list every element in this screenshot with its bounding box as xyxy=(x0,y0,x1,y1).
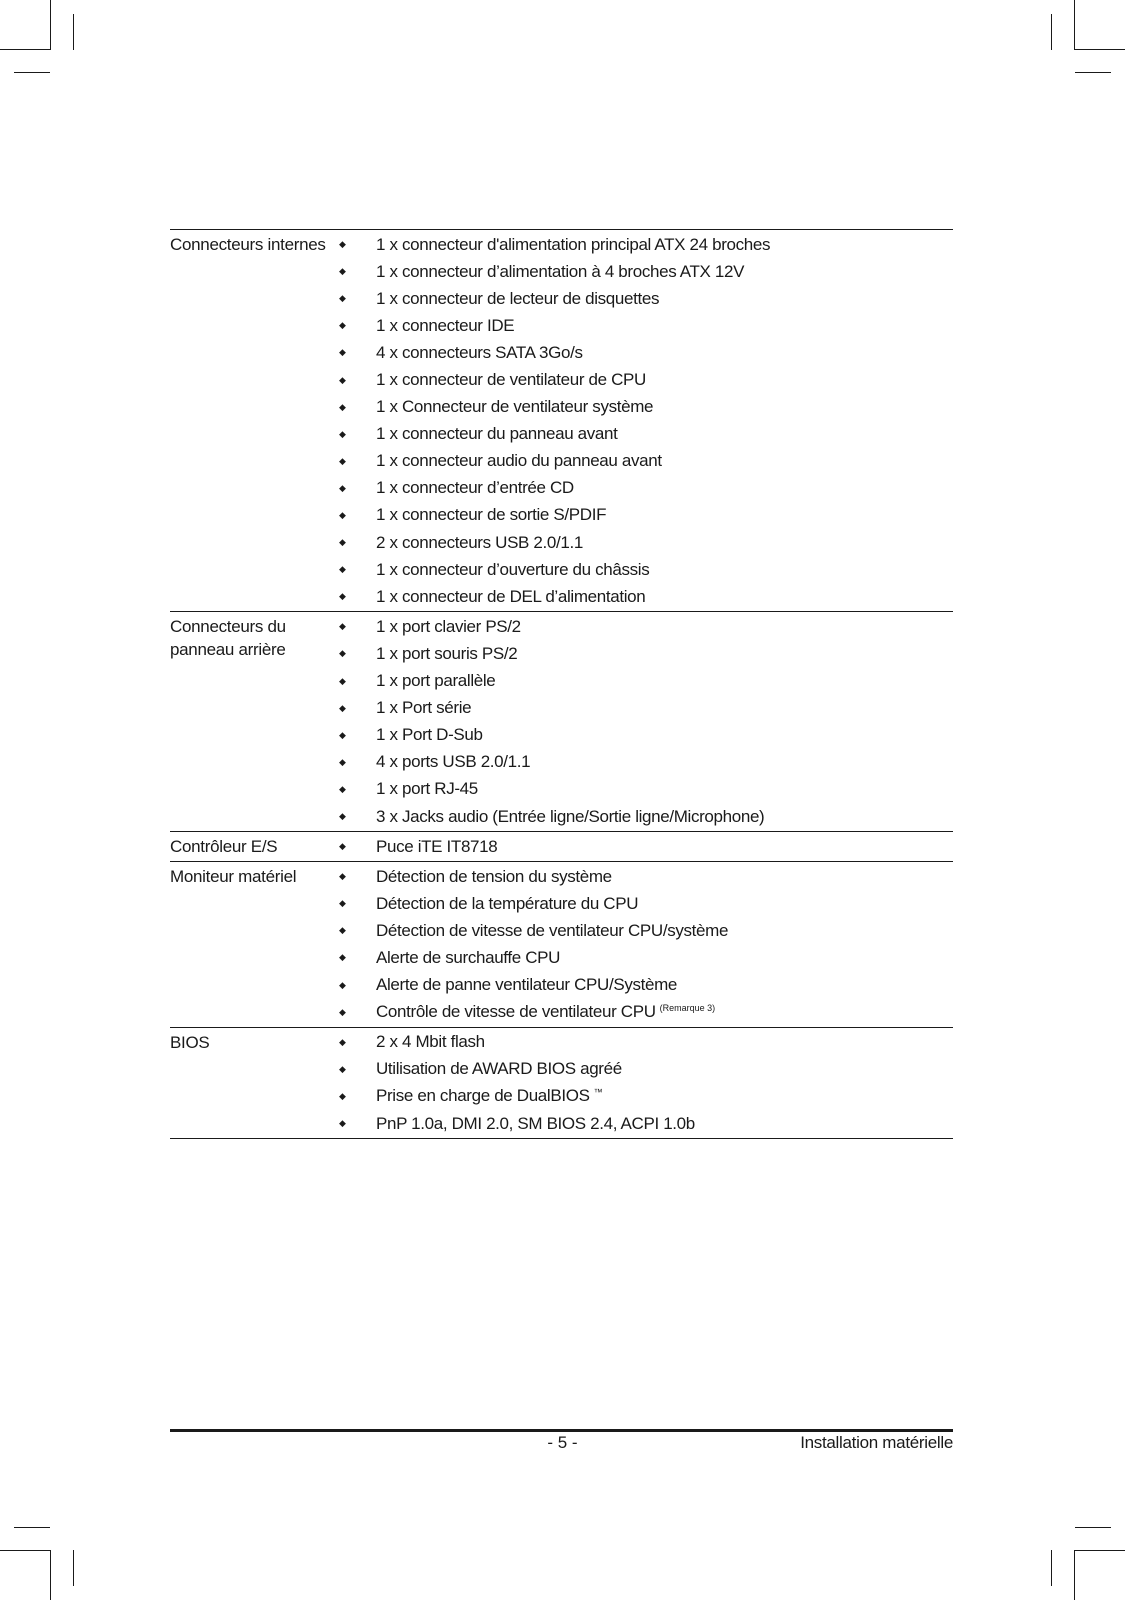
spec-item xyxy=(335,944,953,971)
crop-mark xyxy=(1074,0,1075,50)
spec-item-label: 1 x connecteur IDE xyxy=(376,315,515,335)
spec-item-list xyxy=(335,613,953,830)
spec-item-text xyxy=(376,921,728,941)
crop-mark xyxy=(50,0,51,50)
spec-item xyxy=(335,312,953,339)
spec-item-text xyxy=(376,370,646,390)
spec-item xyxy=(335,394,953,421)
spec-item-label: 1 x Port série xyxy=(376,698,472,718)
diamond-bullet-icon: ◆ xyxy=(339,898,346,909)
diamond-bullet-icon: ◆ xyxy=(339,756,346,767)
spec-section xyxy=(170,612,953,832)
diamond-bullet-icon: ◆ xyxy=(339,1090,346,1101)
crop-mark xyxy=(14,72,50,73)
spec-section-label: Connecteurs internes xyxy=(170,235,326,254)
spec-item-text xyxy=(376,587,645,607)
crop-mark xyxy=(73,14,74,50)
spec-item-label: 1 x connecteur d’entrée CD xyxy=(376,478,574,498)
spec-section xyxy=(170,862,953,1028)
spec-item-text xyxy=(376,1002,715,1022)
spec-item xyxy=(335,583,953,610)
spec-item-label: 1 x connecteur d'alimentation principal ATX 24 broches xyxy=(376,234,771,254)
spec-item xyxy=(335,285,953,312)
crop-mark xyxy=(1075,72,1111,73)
spec-item-label: Détection de la température du CPU xyxy=(376,893,639,913)
diamond-bullet-icon: ◆ xyxy=(339,783,346,794)
diamond-bullet-icon: ◆ xyxy=(339,675,346,686)
diamond-bullet-icon: ◆ xyxy=(339,537,346,548)
diamond-bullet-icon: ◆ xyxy=(339,702,346,713)
diamond-bullet-icon: ◆ xyxy=(339,979,346,990)
diamond-bullet-icon: ◆ xyxy=(339,374,346,385)
spec-item-label: 1 x port clavier PS/2 xyxy=(376,616,521,636)
spec-item-list xyxy=(335,863,953,1026)
spec-item xyxy=(335,863,953,890)
diamond-bullet-icon: ◆ xyxy=(339,729,346,740)
spec-section xyxy=(170,230,953,612)
spec-item-text xyxy=(376,451,662,471)
spec-item-label: 1 x connecteur de sortie S/PDIF xyxy=(376,505,607,525)
spec-item-text xyxy=(376,617,521,637)
spec-item xyxy=(335,502,953,529)
diamond-bullet-icon: ◆ xyxy=(339,1118,346,1129)
diamond-bullet-icon: ◆ xyxy=(339,1063,346,1074)
spec-item-text xyxy=(376,424,618,444)
spec-item-label: 2 x connecteurs USB 2.0/1.1 xyxy=(376,532,583,552)
spec-item xyxy=(335,339,953,366)
crop-mark xyxy=(50,1550,51,1600)
spec-item-label: 1 x connecteur de DEL d’alimentation xyxy=(376,586,646,606)
spec-item-text xyxy=(376,1059,622,1079)
spec-item-text xyxy=(376,1114,695,1134)
spec-item-label: 1 x connecteur du panneau avant xyxy=(376,424,618,444)
spec-item xyxy=(335,999,953,1026)
spec-item-text xyxy=(376,289,659,309)
spec-item-text xyxy=(376,343,583,363)
diamond-bullet-icon: ◆ xyxy=(339,1036,346,1047)
crop-mark xyxy=(1051,14,1052,50)
spec-item xyxy=(335,1056,953,1083)
spec-item-text xyxy=(376,533,583,553)
spec-item-label: 2 x 4 Mbit flash xyxy=(376,1032,485,1052)
spec-item xyxy=(335,613,953,640)
spec-item xyxy=(335,833,953,860)
diamond-bullet-icon: ◆ xyxy=(339,591,346,602)
spec-item xyxy=(335,366,953,393)
spec-item xyxy=(335,668,953,695)
spec-item-text xyxy=(376,560,649,580)
spec-item xyxy=(335,803,953,830)
spec-item-list xyxy=(335,1029,953,1137)
spec-item xyxy=(335,722,953,749)
spec-item xyxy=(335,890,953,917)
spec-item-text xyxy=(376,671,495,691)
diamond-bullet-icon: ◆ xyxy=(339,925,346,936)
crop-mark xyxy=(1075,1527,1111,1528)
crop-mark xyxy=(1075,49,1125,50)
spec-item xyxy=(335,695,953,722)
diamond-bullet-icon: ◆ xyxy=(339,320,346,331)
crop-mark xyxy=(73,1550,74,1586)
footer-rule xyxy=(170,1429,953,1432)
crop-mark xyxy=(0,1550,50,1551)
spec-item xyxy=(335,1029,953,1056)
diamond-bullet-icon: ◆ xyxy=(339,1006,346,1017)
spec-item-text xyxy=(376,505,606,525)
spec-item-text xyxy=(376,478,574,498)
spec-item-label: Utilisation de AWARD BIOS agréé xyxy=(376,1059,622,1079)
spec-item xyxy=(335,421,953,448)
diamond-bullet-icon: ◆ xyxy=(339,428,346,439)
diamond-bullet-icon: ◆ xyxy=(339,621,346,632)
crop-mark xyxy=(1074,1550,1075,1600)
spec-item xyxy=(335,231,953,258)
diamond-bullet-icon: ◆ xyxy=(339,509,346,520)
spec-item-label: Contrôle de vitesse de ventilateur CPU xyxy=(376,1002,656,1022)
spec-item-list xyxy=(335,833,953,860)
spec-section-label: Connecteurs du panneau arrière xyxy=(170,617,286,660)
spec-item xyxy=(335,475,953,502)
crop-mark xyxy=(14,1527,50,1528)
spec-item xyxy=(335,749,953,776)
spec-item-text xyxy=(376,752,530,772)
superscript-note: (Remarque 3) xyxy=(659,1002,716,1013)
spec-item-label: 4 x connecteurs SATA 3Go/s xyxy=(376,342,583,362)
spec-item-list xyxy=(335,231,953,610)
spec-item xyxy=(335,556,953,583)
spec-section-label: Contrôleur E/S xyxy=(170,837,278,857)
spec-item xyxy=(335,448,953,475)
spec-item-text xyxy=(376,235,770,255)
spec-item xyxy=(335,640,953,667)
spec-item-text xyxy=(376,1086,603,1106)
spec-item-label: 1 x Port D-Sub xyxy=(376,725,483,745)
spec-item-label: 1 x port RJ-45 xyxy=(376,779,478,799)
spec-item-label: PnP 1.0a, DMI 2.0, SM BIOS 2.4, ACPI 1.0b xyxy=(376,1113,695,1133)
spec-item xyxy=(335,776,953,803)
spec-item-text xyxy=(376,948,560,968)
spec-item-label: Alerte de panne ventilateur CPU/Système xyxy=(376,975,678,995)
diamond-bullet-icon: ◆ xyxy=(339,401,346,412)
spec-item-text xyxy=(376,807,764,827)
spec-item-label: 1 x connecteur d’ouverture du châssis xyxy=(376,559,650,579)
spec-item-text xyxy=(376,779,478,799)
spec-section xyxy=(170,1028,953,1139)
spec-item-text xyxy=(376,1032,485,1052)
spec-item-label: Détection de vitesse de ventilateur CPU/système xyxy=(376,920,729,940)
spec-item xyxy=(335,972,953,999)
diamond-bullet-icon: ◆ xyxy=(339,293,346,304)
spec-item-text xyxy=(376,894,638,914)
spec-item-label: Prise en charge de DualBIOS xyxy=(376,1086,590,1106)
spec-item xyxy=(335,258,953,285)
spec-item-label: 1 x port parallèle xyxy=(376,671,496,691)
spec-item xyxy=(335,917,953,944)
diamond-bullet-icon: ◆ xyxy=(339,811,346,822)
spec-item-text xyxy=(376,644,517,664)
spec-item-label: 4 x ports USB 2.0/1.1 xyxy=(376,752,531,772)
spec-section-label: Moniteur matériel xyxy=(170,867,297,887)
diamond-bullet-icon: ◆ xyxy=(339,347,346,358)
diamond-bullet-icon: ◆ xyxy=(339,841,346,852)
spec-item-label: Puce iTE IT8718 xyxy=(376,836,498,856)
spec-item-text xyxy=(376,698,471,718)
spec-item-text xyxy=(376,837,497,857)
spec-item-text xyxy=(376,975,677,995)
diamond-bullet-icon: ◆ xyxy=(339,266,346,277)
page-number: - 5 - xyxy=(547,1433,578,1452)
footer-section-title: Installation matérielle xyxy=(800,1433,953,1452)
crop-mark xyxy=(1075,1550,1125,1551)
spec-item-text xyxy=(376,397,653,417)
diamond-bullet-icon: ◆ xyxy=(339,564,346,575)
spec-item-label: 1 x Connecteur de ventilateur système xyxy=(376,397,654,417)
spec-item xyxy=(335,529,953,556)
diamond-bullet-icon: ◆ xyxy=(339,952,346,963)
crop-mark xyxy=(1051,1550,1052,1586)
diamond-bullet-icon: ◆ xyxy=(339,482,346,493)
spec-item-label: 1 x port souris PS/2 xyxy=(376,643,518,663)
spec-item-label: 1 x connecteur de ventilateur de CPU xyxy=(376,370,646,390)
spec-item-text xyxy=(376,867,612,887)
spec-item-label: Détection de tension du système xyxy=(376,866,612,886)
spec-item-label: 1 x connecteur audio du panneau avant xyxy=(376,451,662,471)
diamond-bullet-icon: ◆ xyxy=(339,871,346,882)
spec-item-label: 3 x Jacks audio (Entrée ligne/Sortie ligne/Microphone) xyxy=(376,806,765,826)
spec-item-label: Alerte de surchauffe CPU xyxy=(376,947,561,967)
spec-item xyxy=(335,1110,953,1137)
diamond-bullet-icon: ◆ xyxy=(339,648,346,659)
crop-mark xyxy=(0,49,50,50)
specification-table xyxy=(170,229,953,1139)
diamond-bullet-icon: ◆ xyxy=(339,239,346,250)
spec-item xyxy=(335,1083,953,1110)
spec-item-text xyxy=(376,725,483,745)
spec-section-label: BIOS xyxy=(170,1032,210,1052)
spec-item-text xyxy=(376,262,744,282)
diamond-bullet-icon: ◆ xyxy=(339,455,346,466)
spec-section xyxy=(170,832,953,862)
spec-item-label: 1 x connecteur d’alimentation à 4 broches ATX 12V xyxy=(376,261,745,281)
spec-item-label: 1 x connecteur de lecteur de disquettes xyxy=(376,288,660,308)
superscript-note: ™ xyxy=(593,1086,603,1097)
spec-item-text xyxy=(376,316,514,336)
